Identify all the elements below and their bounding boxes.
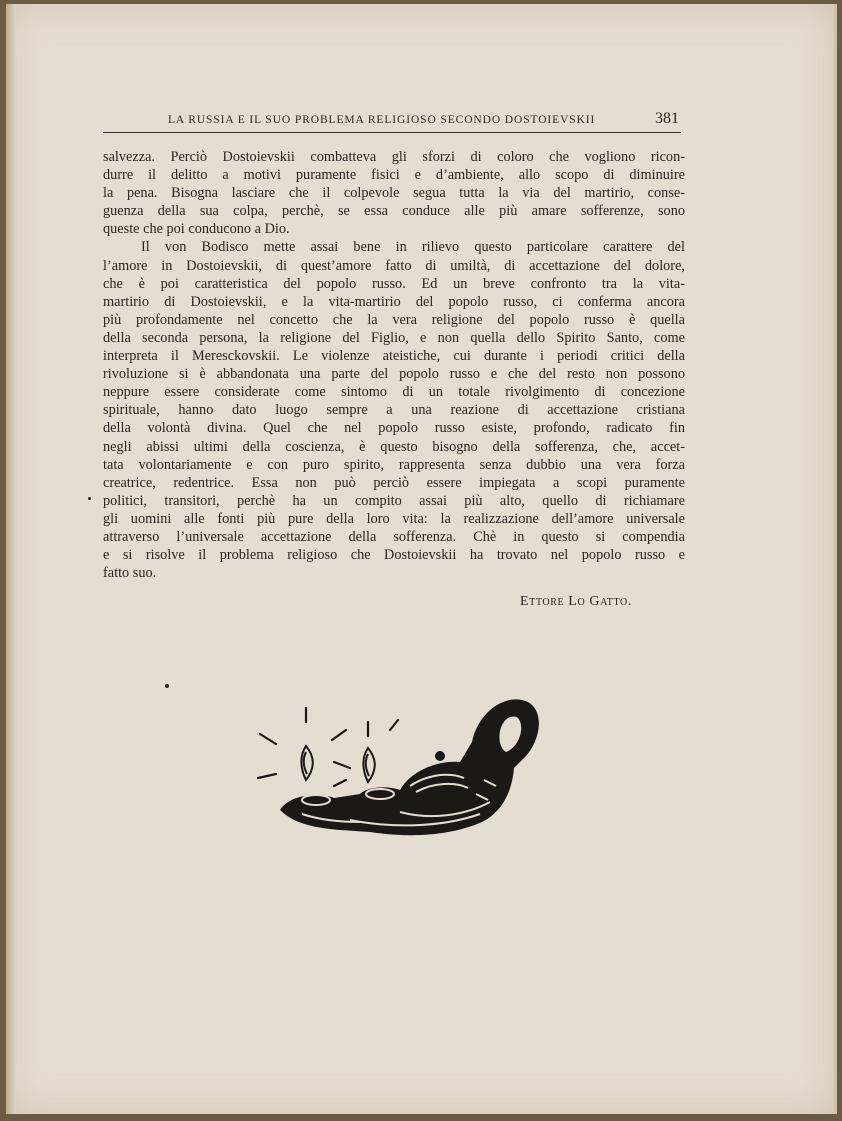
text-line: guenza della sua colpa, perchè, se essa conduce alle più amare sofferenze, sono	[103, 203, 685, 220]
text-line: gli uomini alle fonti più pure della loro vita: la realizzazione dell’amore universale	[103, 510, 685, 527]
page-number: 381	[655, 110, 679, 127]
text-line: negli abissi ultimi della coscienza, è questo bisogno della sofferenza, che, accet-	[103, 438, 685, 455]
text-line: tata volontariamente e con puro spirito, rappresenta senza dubbio una vera forza	[103, 456, 685, 473]
header-rule	[103, 132, 681, 133]
oil-lamp-woodcut-icon	[250, 682, 550, 852]
text-line: più profondamente nel concetto che la vera religione del popolo russo è quella	[103, 311, 685, 328]
text-line: della volontà divina. Quel che nel popolo russo esiste, profondo, radicato fin	[103, 420, 685, 437]
text-line: la pena. Bisogna lasciare che il colpevole segua tutta la via del martirio, conse-	[103, 185, 685, 202]
text-line: politici, transitori, perchè ha un compito assai più alto, quello di richiamare	[103, 492, 685, 509]
text-line: neppure essere considerate come sintomo di un totale rivolgimento di concezione	[103, 384, 685, 401]
text-line: Il von Bodisco mette assai bene in rilievo questo particolare carattere del	[141, 239, 685, 256]
text-line: interpreta il Meresckovskii. Le violenze ateistiche, cui durante i periodi critici della	[103, 348, 685, 365]
text-line: fatto suo.	[103, 565, 157, 582]
running-header	[103, 110, 683, 132]
text-line: attraverso l’universale accettazione della sofferenza. Chè in questo si compendia	[103, 528, 685, 545]
running-title: LA RUSSIA E IL SUO PROBLEMA RELIGIOSO SECONDO DOSTOIEVSKII	[168, 114, 596, 126]
body-text	[103, 148, 685, 582]
text-line: della seconda persona, la religione del Figlio, e non quella dello Spirito Santo, come	[103, 329, 685, 346]
ink-speck	[88, 497, 91, 500]
author-signature: Ettore Lo Gatto.	[520, 594, 632, 609]
text-line: durre il delitto a motivi puramente fisici e d’ambiente, allo scopo di diminuire	[103, 167, 685, 184]
text-line: l’amore in Dostoievskii, di quest’amore fatto di umiltà, di accettazione del dolore,	[103, 257, 685, 274]
text-line: salvezza. Perciò Dostoievskii combatteva gli sforzi di coloro che vogliono ricon-	[103, 149, 685, 165]
text-line: spirituale, hanno dato luogo sempre a una reazione di accettazione cristiana	[103, 402, 685, 419]
ink-speck	[165, 684, 169, 688]
page-binding-edge	[6, 4, 16, 1114]
text-line: martirio di Dostoievskii, e la vita-martirio del popolo russo, ci conferma ancora	[103, 293, 685, 310]
text-line: queste che poi conducono a Dio.	[103, 221, 290, 238]
text-line: rivoluzione si è abbandonata una parte del popolo russo e che del resto non possono	[103, 366, 685, 383]
text-line: e si risolve il problema religioso che Dostoievskii ha trovato nel popolo russo e	[103, 547, 685, 564]
text-line: che è poi caratteristica del popolo russo. Ed un breve confronto tra la vita-	[103, 275, 685, 292]
text-line: creatrice, redentrice. Essa non può perciò essere impiegata a scopi puramente	[103, 474, 685, 491]
